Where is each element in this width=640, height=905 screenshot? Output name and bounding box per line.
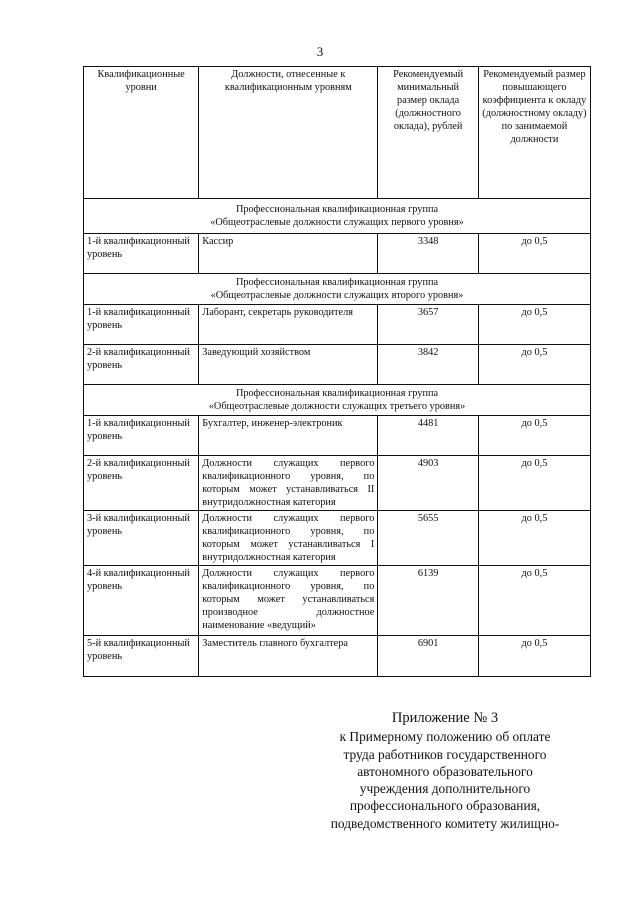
- appendix-line: профессионального образования,: [349, 798, 541, 814]
- salary-cell: 6139: [378, 566, 479, 636]
- header-levels: Квалификационные уровни: [84, 67, 199, 199]
- coefficient-cell: до 0,5: [478, 636, 590, 677]
- position-cell: Заведующий хозяйством: [199, 345, 378, 385]
- level-cell: 5-й квалификационный уровень: [84, 636, 199, 677]
- coefficient-cell: до 0,5: [478, 345, 590, 385]
- appendix-title: Приложение № 3: [391, 710, 499, 726]
- table-header-row: [84, 67, 591, 199]
- table-row: [84, 566, 591, 636]
- level-cell: 1-й квалификационный уровень: [84, 305, 199, 345]
- coefficient-cell: до 0,5: [478, 416, 590, 456]
- salary-cell: 3842: [378, 345, 479, 385]
- appendix-line: труда работников государственного: [343, 746, 547, 762]
- position-cell: Бухгалтер, инженер-электроник: [199, 416, 378, 456]
- appendix-line: подведомственного комитету жилищно-: [330, 815, 560, 831]
- salary-cell: 3657: [378, 305, 479, 345]
- appendix-line: учреждения дополнительного: [359, 781, 531, 797]
- group-title-line1: Профессиональная квалификационная группа: [235, 204, 439, 215]
- position-cell: Заместитель главного бухгалтера: [199, 636, 378, 677]
- group-header-row: [84, 385, 591, 416]
- group-title-line1: Профессиональная квалификационная группа: [235, 277, 439, 288]
- level-cell: 4-й квалификационный уровень: [84, 566, 199, 636]
- position-cell: Лаборант, секретарь руководителя: [199, 305, 378, 345]
- table-row: [84, 305, 591, 345]
- position-cell: Кассир: [199, 234, 378, 274]
- coefficient-cell: до 0,5: [478, 305, 590, 345]
- level-cell: 3-й квалификационный уровень: [84, 511, 199, 566]
- table-row: [84, 636, 591, 677]
- level-cell: 1-й квалификационный уровень: [84, 234, 199, 274]
- salary-cell: 3348: [378, 234, 479, 274]
- group-title: [84, 199, 591, 234]
- level-cell: 2-й квалификационный уровень: [84, 345, 199, 385]
- coefficient-cell: до 0,5: [478, 234, 590, 274]
- salary-cell: 5655: [378, 511, 479, 566]
- header-salary: Рекомендуемый минимальный размер оклада (должностного оклада), рублей: [378, 67, 479, 199]
- salary-cell: 4903: [378, 456, 479, 511]
- table-row: [84, 345, 591, 385]
- appendix-line: автономного образовательного: [357, 763, 533, 779]
- group-title-line2: «Общеотраслевые должности служащих третьего уровня»: [208, 401, 466, 412]
- header-positions: Должности, отнесенные к квалификационным уровням: [199, 67, 378, 199]
- position-cell: Должности служащих первого квалификационного уровня, по которым может устанавливаться I внутридолжностная категория: [199, 511, 378, 566]
- group-title-line1: Профессиональная квалификационная группа: [235, 388, 439, 399]
- group-title-line2: «Общеотраслевые должности служащих второго уровня»: [210, 290, 464, 301]
- coefficient-cell: до 0,5: [478, 511, 590, 566]
- group-title: [84, 274, 591, 305]
- coefficient-cell: до 0,5: [478, 456, 590, 511]
- salary-table: [83, 66, 591, 677]
- level-cell: 2-й квалификационный уровень: [84, 456, 199, 511]
- salary-cell: 4481: [378, 416, 479, 456]
- group-header-row: [84, 199, 591, 234]
- position-cell: Должности служащих первого квалификационного уровня, по которым может устанавливаться II внутридолжностная категория: [199, 456, 378, 511]
- appendix-block: [300, 710, 590, 832]
- coefficient-cell: до 0,5: [478, 566, 590, 636]
- salary-cell: 6901: [378, 636, 479, 677]
- group-header-row: [84, 274, 591, 305]
- position-cell: Должности служащих первого квалификационного уровня, по которым может устанавливаться производное должностное наименование «ведущий»: [199, 566, 378, 636]
- table-row: [84, 234, 591, 274]
- header-coefficient: Рекомендуемый размер повышающего коэффициента к окладу (должностному окладу) по занимаемой должности: [478, 67, 590, 199]
- group-title: [84, 385, 591, 416]
- level-cell: 1-й квалификационный уровень: [84, 416, 199, 456]
- appendix-line: к Примерному положению об оплате: [339, 729, 551, 745]
- page-number: 3: [316, 44, 324, 59]
- table-row: [84, 456, 591, 511]
- table-row: [84, 511, 591, 566]
- group-title-line2: «Общеотраслевые должности служащих первого уровня»: [210, 217, 464, 228]
- table-row: [84, 416, 591, 456]
